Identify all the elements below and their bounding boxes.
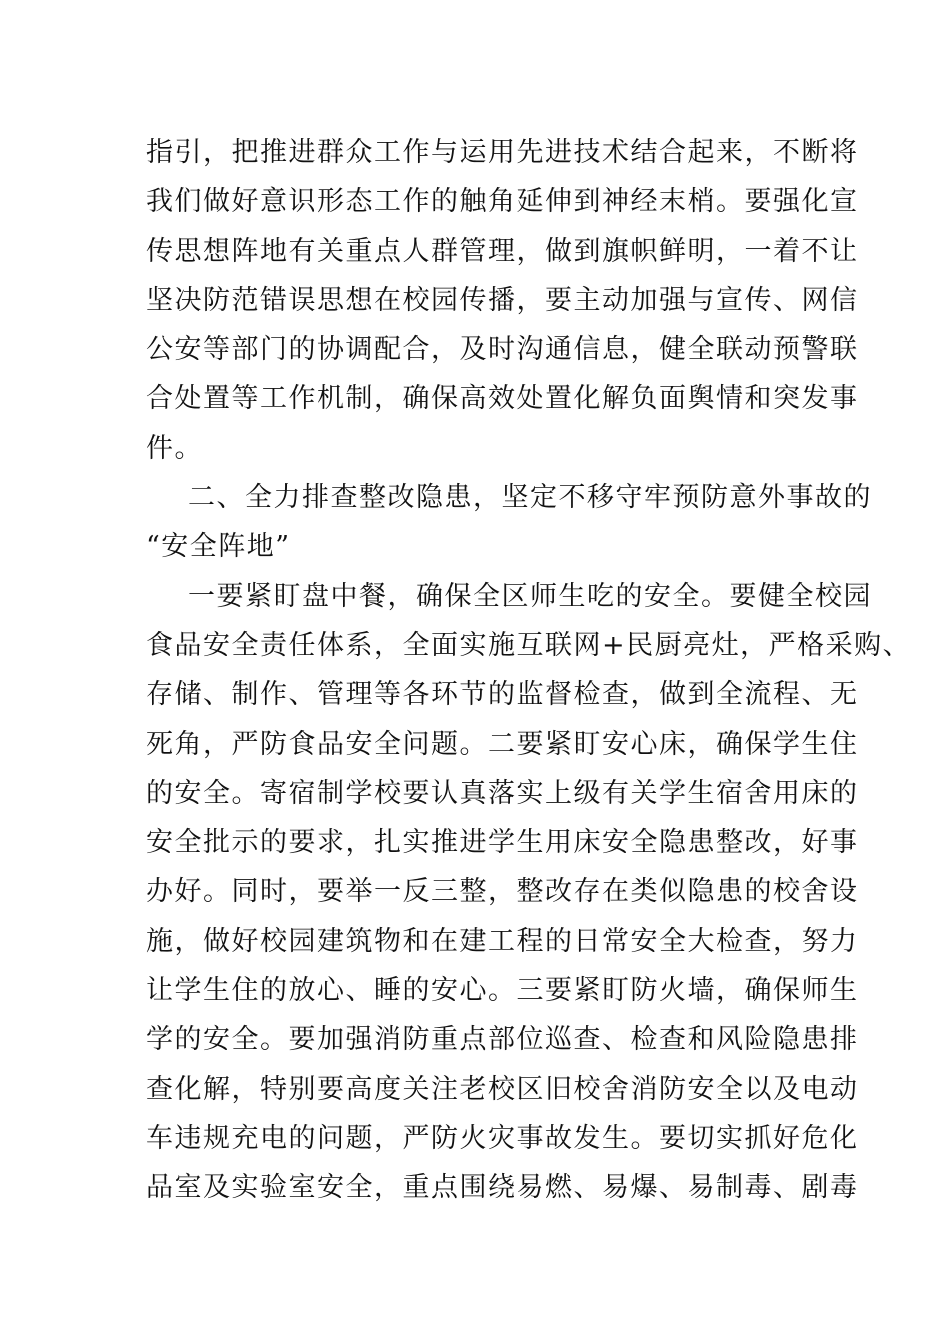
text-line: 传思想阵地有关重点人群管理，做到旗帜鲜明，一着不让	[146, 235, 859, 267]
text-line: 施，做好校园建筑物和在建工程的日常安全大检查，努力	[146, 925, 859, 957]
text-line: 合处置等工作机制，确保高效处置化解负面舆情和突发事	[146, 383, 859, 415]
text-line: 件。	[146, 432, 203, 464]
text-line: 食品安全责任体系，全面实施互联网+民厨亮灶，严格采购、	[146, 629, 912, 661]
text-line: 安全批示的要求，扎实推进学生用床安全隐患整改，好事	[146, 827, 859, 859]
text-line: 我们做好意识形态工作的触角延伸到神经末梢。要强化宣	[146, 186, 859, 218]
text-line: 品室及实验室安全，重点围绕易燃、易爆、易制毒、剧毒	[146, 1172, 859, 1204]
text-line: 学的安全。要加强消防重点部位巡查、检查和风险隐患排	[146, 1024, 859, 1056]
text-line: 车违规充电的问题，严防火灾事故发生。要切实抓好危化	[146, 1122, 859, 1154]
section-heading: 二、全力排查整改隐患，坚定不移守牢预防意外事故的	[188, 482, 872, 514]
paragraph-start: 一要紧盯盘中餐，确保全区师生吃的安全。要健全校园	[188, 580, 872, 612]
text-line: 存储、制作、管理等各环节的监督检查，做到全流程、无	[146, 679, 859, 711]
section-heading-continued: “安全阵地”	[146, 531, 291, 563]
text-line: 查化解，特别要高度关注老校区旧校舍消防安全以及电动	[146, 1073, 859, 1105]
text-line: 死角，严防食品安全问题。二要紧盯安心床，确保学生住	[146, 728, 859, 760]
text-line: 让学生住的放心、睡的安心。三要紧盯防火墙，确保师生	[146, 975, 859, 1007]
document-body	[146, 128, 912, 1213]
text-line: 办好。同时，要举一反三整，整改存在类似隐患的校舍设	[146, 876, 859, 908]
text-line: 坚决防范错误思想在校园传播，要主动加强与宣传、网信	[146, 284, 859, 316]
text-line: 公安等部门的协调配合，及时沟通信息，健全联动预警联	[146, 334, 859, 366]
text-line: 指引，把推进群众工作与运用先进技术结合起来，不断将	[146, 137, 859, 168]
text-line: 的安全。寄宿制学校要认真落实上级有关学生宿舍用床的	[146, 777, 859, 809]
